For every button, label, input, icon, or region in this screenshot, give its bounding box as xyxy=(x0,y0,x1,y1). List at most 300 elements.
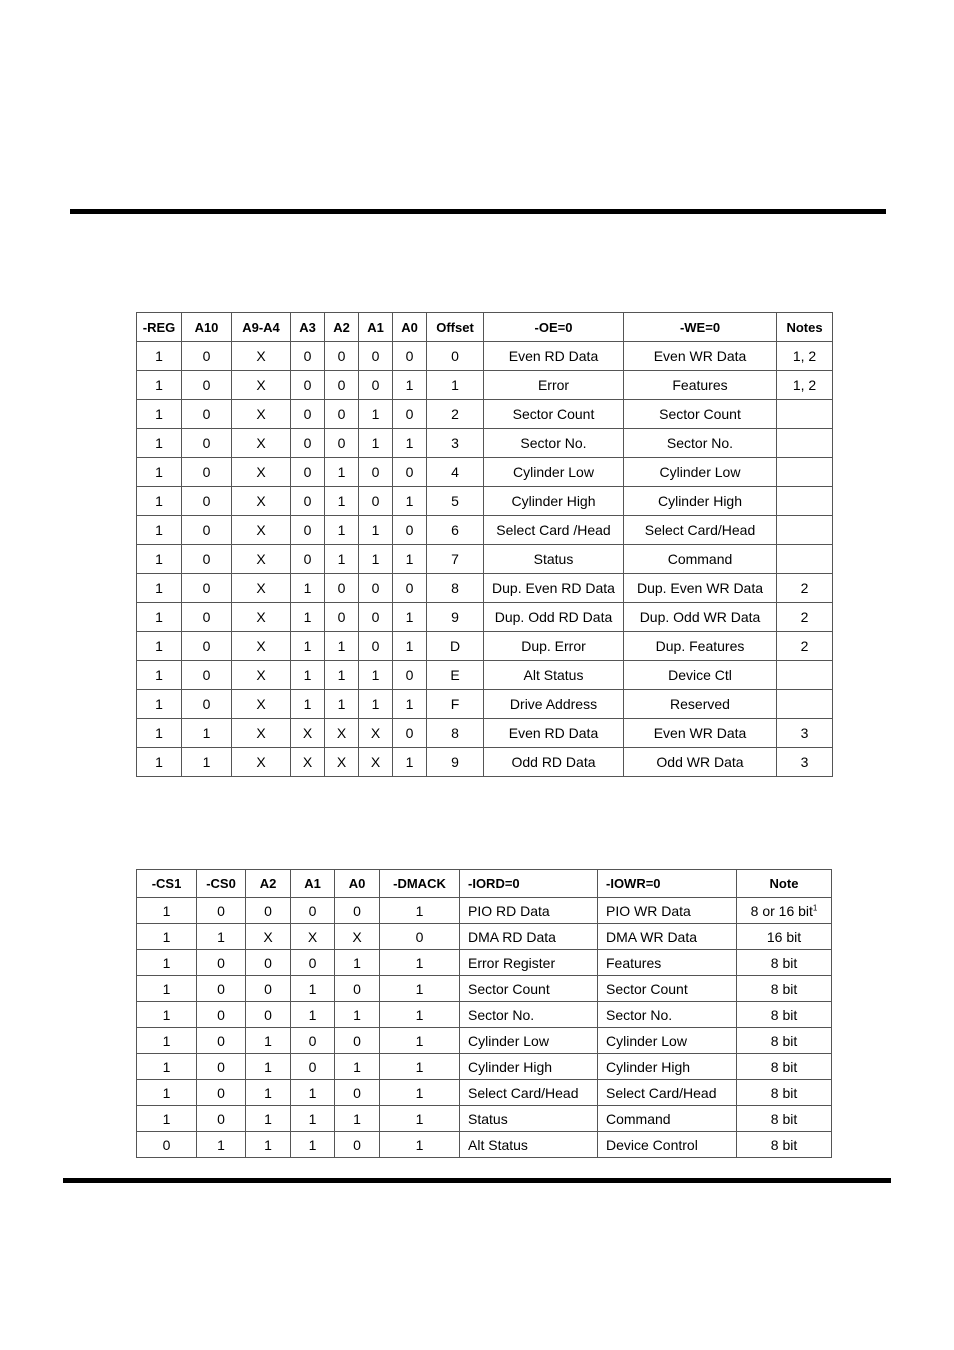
table-cell: Odd WR Data xyxy=(624,748,777,777)
table-cell: X xyxy=(246,924,291,950)
table-cell: 1 xyxy=(291,603,325,632)
table-cell: 2 xyxy=(777,574,833,603)
table-cell: 1 xyxy=(393,748,427,777)
table-row xyxy=(137,976,832,1002)
table-cell: 0 xyxy=(197,1080,246,1106)
table-cell: X xyxy=(359,748,393,777)
table-cell: 1 xyxy=(137,516,182,545)
table-cell: 0 xyxy=(325,574,359,603)
table-cell: 0 xyxy=(291,400,325,429)
column-header: Note xyxy=(737,870,832,898)
table-cell: 0 xyxy=(359,458,393,487)
table-cell: Odd RD Data xyxy=(484,748,624,777)
table-cell xyxy=(777,545,833,574)
table-row xyxy=(137,371,833,400)
bottom-horizontal-rule xyxy=(63,1178,891,1183)
table-cell: Device Ctl xyxy=(624,661,777,690)
table-cell: 1 xyxy=(246,1028,291,1054)
table-cell: 0 xyxy=(335,1080,380,1106)
column-header: A2 xyxy=(246,870,291,898)
table-cell: 0 xyxy=(393,719,427,748)
table-cell: Sector Count xyxy=(624,400,777,429)
table-row xyxy=(137,516,833,545)
table-cell: X xyxy=(232,487,291,516)
table-cell: Dup. Error xyxy=(484,632,624,661)
table-cell: 1 xyxy=(393,429,427,458)
table-cell: 1 xyxy=(393,690,427,719)
table-cell xyxy=(777,690,833,719)
table-cell: 0 xyxy=(182,574,232,603)
table-row xyxy=(137,487,833,516)
table-cell: 1 xyxy=(380,950,460,976)
table-cell: PIO RD Data xyxy=(460,898,598,924)
column-header: Offset xyxy=(427,313,484,342)
table-cell: 1 xyxy=(359,690,393,719)
table-cell: Even WR Data xyxy=(624,719,777,748)
column-header: A1 xyxy=(291,870,335,898)
table-cell: Select Card/Head xyxy=(460,1080,598,1106)
table-cell: 1 xyxy=(393,632,427,661)
table-cell: 1 xyxy=(137,342,182,371)
table-cell: 1 xyxy=(137,690,182,719)
table-cell: 8 xyxy=(427,574,484,603)
table-cell: 0 xyxy=(182,371,232,400)
table-cell: 0 xyxy=(137,1132,197,1158)
table-cell: 1 xyxy=(137,545,182,574)
table-cell: 0 xyxy=(325,371,359,400)
table-cell: Sector Count xyxy=(598,976,737,1002)
column-header: -DMACK xyxy=(380,870,460,898)
table-cell: 0 xyxy=(182,690,232,719)
table-row xyxy=(137,661,833,690)
top-horizontal-rule xyxy=(70,209,886,214)
table-cell: 0 xyxy=(335,898,380,924)
table-cell: 1 xyxy=(137,976,197,1002)
table-cell: Cylinder High xyxy=(484,487,624,516)
table-cell: X xyxy=(232,661,291,690)
table-cell: 0 xyxy=(246,898,291,924)
table-cell: D xyxy=(427,632,484,661)
column-header: -IORD=0 xyxy=(460,870,598,898)
table-cell: 1 xyxy=(137,632,182,661)
table-cell: 7 xyxy=(427,545,484,574)
table-cell: 0 xyxy=(182,632,232,661)
table-cell: 0 xyxy=(182,516,232,545)
table-cell: Cylinder High xyxy=(460,1054,598,1080)
table-cell: 0 xyxy=(197,1028,246,1054)
table-cell: 1 xyxy=(325,632,359,661)
column-header: A10 xyxy=(182,313,232,342)
table-cell: 1 xyxy=(137,429,182,458)
table-cell: 0 xyxy=(359,603,393,632)
table-cell: 1, 2 xyxy=(777,342,833,371)
table-cell: 8 or 16 bit$^1$ xyxy=(737,898,832,924)
table-cell: 1 xyxy=(182,748,232,777)
table-cell: Cylinder Low xyxy=(460,1028,598,1054)
table-cell: Features xyxy=(598,950,737,976)
table-cell: X xyxy=(232,632,291,661)
table-cell: 0 xyxy=(359,574,393,603)
table-cell: X xyxy=(232,603,291,632)
table-row xyxy=(137,924,832,950)
table-cell: 1 xyxy=(359,661,393,690)
table-cell: 0 xyxy=(291,429,325,458)
table-cell: 2 xyxy=(777,603,833,632)
table-cell: 1 xyxy=(137,898,197,924)
table-cell: X xyxy=(232,545,291,574)
table-cell: 0 xyxy=(393,516,427,545)
table-cell: Drive Address xyxy=(484,690,624,719)
table-cell: Status xyxy=(460,1106,598,1132)
table-cell: 1 xyxy=(325,516,359,545)
table-cell: 1 xyxy=(359,400,393,429)
table-cell: Error xyxy=(484,371,624,400)
table-cell: 8 xyxy=(427,719,484,748)
table-row xyxy=(137,1080,832,1106)
table-cell: Dup. Features xyxy=(624,632,777,661)
table-cell: Sector No. xyxy=(598,1002,737,1028)
table-cell: 0 xyxy=(335,1132,380,1158)
table-cell: Command xyxy=(624,545,777,574)
table-cell: PIO WR Data xyxy=(598,898,737,924)
table-cell: 0 xyxy=(335,976,380,1002)
table-cell: Alt Status xyxy=(460,1132,598,1158)
table-cell: 1 xyxy=(137,661,182,690)
table-cell: 0 xyxy=(246,976,291,1002)
table-cell: 1 xyxy=(325,690,359,719)
table-row xyxy=(137,342,833,371)
table-cell: 2 xyxy=(777,632,833,661)
table-cell: 4 xyxy=(427,458,484,487)
table-cell: 1 xyxy=(380,1002,460,1028)
table-cell: 5 xyxy=(427,487,484,516)
table-cell: 1 xyxy=(246,1132,291,1158)
table-cell: X xyxy=(325,748,359,777)
table-cell: 0 xyxy=(393,574,427,603)
table-cell: Error Register xyxy=(460,950,598,976)
table-cell: Cylinder Low xyxy=(484,458,624,487)
table-cell: 1 xyxy=(291,661,325,690)
table-cell: Cylinder Low xyxy=(598,1028,737,1054)
table-cell xyxy=(777,487,833,516)
table-row xyxy=(137,1132,832,1158)
table-cell: 1 xyxy=(325,661,359,690)
table-cell: 8 bit xyxy=(737,1080,832,1106)
table-cell: X xyxy=(291,719,325,748)
table-cell: 1 xyxy=(137,1002,197,1028)
column-header: -OE=0 xyxy=(484,313,624,342)
table-cell: 0 xyxy=(291,1028,335,1054)
table-cell: 1 xyxy=(359,516,393,545)
table-cell: 1 xyxy=(393,603,427,632)
table-cell: 0 xyxy=(427,342,484,371)
table-cell: 1 xyxy=(137,1106,197,1132)
table-cell: 1 xyxy=(137,748,182,777)
table-cell: 1 xyxy=(137,487,182,516)
table-cell: 1 xyxy=(137,719,182,748)
table-cell: Cylinder High xyxy=(598,1054,737,1080)
table-cell: 0 xyxy=(291,371,325,400)
table-cell: 0 xyxy=(246,1002,291,1028)
table-cell: 0 xyxy=(359,632,393,661)
table-cell: 0 xyxy=(182,545,232,574)
table-cell xyxy=(777,429,833,458)
table-cell: 0 xyxy=(325,400,359,429)
table-cell: Dup. Even WR Data xyxy=(624,574,777,603)
table-row xyxy=(137,690,833,719)
table-cell: 1 xyxy=(291,1080,335,1106)
table-cell: Status xyxy=(484,545,624,574)
table-cell: 0 xyxy=(197,1054,246,1080)
table-cell: 1 xyxy=(246,1106,291,1132)
table-row xyxy=(137,603,833,632)
table-header-row xyxy=(137,313,833,342)
table-cell: Cylinder High xyxy=(624,487,777,516)
table-cell: Dup. Even RD Data xyxy=(484,574,624,603)
table-cell: 0 xyxy=(325,603,359,632)
table-cell: Select Card/Head xyxy=(598,1080,737,1106)
table-cell: 0 xyxy=(197,950,246,976)
table-cell: 0 xyxy=(182,400,232,429)
column-header: Notes xyxy=(777,313,833,342)
column-header: -IOWR=0 xyxy=(598,870,737,898)
table-cell: 0 xyxy=(182,603,232,632)
table-cell: Select Card /Head xyxy=(484,516,624,545)
table-row xyxy=(137,400,833,429)
table-cell: 0 xyxy=(182,429,232,458)
table-cell: 0 xyxy=(291,950,335,976)
table-cell: Command xyxy=(598,1106,737,1132)
table-cell: 0 xyxy=(335,1028,380,1054)
table-cell: 1 xyxy=(291,632,325,661)
table-cell: 3 xyxy=(777,719,833,748)
table-cell: 1, 2 xyxy=(777,371,833,400)
table-cell: 1 xyxy=(393,371,427,400)
table-cell: 0 xyxy=(182,487,232,516)
table-cell: 1 xyxy=(137,1054,197,1080)
table-cell: 0 xyxy=(291,342,325,371)
table-cell: 1 xyxy=(291,976,335,1002)
table-cell: 0 xyxy=(380,924,460,950)
table-row xyxy=(137,1002,832,1028)
footnote-mark: 1 xyxy=(812,902,818,912)
table-cell: 1 xyxy=(137,1080,197,1106)
table-cell: X xyxy=(232,516,291,545)
column-header: A0 xyxy=(335,870,380,898)
column-header: -WE=0 xyxy=(624,313,777,342)
column-header: A0 xyxy=(393,313,427,342)
table-cell: 0 xyxy=(325,429,359,458)
table-cell: Cylinder Low xyxy=(624,458,777,487)
table-cell: 0 xyxy=(291,458,325,487)
table-cell: 0 xyxy=(359,371,393,400)
table-cell: 1 xyxy=(335,1106,380,1132)
io-register-table xyxy=(136,869,832,1158)
table-cell: 1 xyxy=(137,1028,197,1054)
table-cell: Even RD Data xyxy=(484,342,624,371)
table-cell: Sector No. xyxy=(484,429,624,458)
table-row xyxy=(137,719,833,748)
table-cell: 8 bit xyxy=(737,1132,832,1158)
table-cell: 1 xyxy=(197,924,246,950)
table-cell: 1 xyxy=(427,371,484,400)
table-cell: X xyxy=(232,690,291,719)
table-cell: 0 xyxy=(393,342,427,371)
table-cell: 1 xyxy=(359,429,393,458)
table-cell: 1 xyxy=(246,1054,291,1080)
table-cell: X xyxy=(232,458,291,487)
table-cell: 1 xyxy=(325,545,359,574)
table-cell: Features xyxy=(624,371,777,400)
table-cell: 0 xyxy=(182,458,232,487)
table-cell: 16 bit xyxy=(737,924,832,950)
table-cell: X xyxy=(232,342,291,371)
table-cell: 1 xyxy=(197,1132,246,1158)
table-cell: 0 xyxy=(246,950,291,976)
table-cell: X xyxy=(232,429,291,458)
table-cell: Even RD Data xyxy=(484,719,624,748)
table-cell: 0 xyxy=(182,342,232,371)
table-cell: 1 xyxy=(380,1028,460,1054)
table-cell: 8 bit xyxy=(737,1028,832,1054)
table-cell: 0 xyxy=(291,545,325,574)
table-cell: 0 xyxy=(359,487,393,516)
table-cell: DMA RD Data xyxy=(460,924,598,950)
table-cell: 0 xyxy=(325,342,359,371)
table-cell: 0 xyxy=(197,1106,246,1132)
table-cell: 2 xyxy=(427,400,484,429)
table-cell: 1 xyxy=(393,487,427,516)
table-cell: Sector Count xyxy=(484,400,624,429)
table-cell: Select Card/Head xyxy=(624,516,777,545)
table-cell: 8 bit xyxy=(737,1054,832,1080)
table-cell: 9 xyxy=(427,748,484,777)
table-cell: 1 xyxy=(291,690,325,719)
column-header: A2 xyxy=(325,313,359,342)
table-cell: DMA WR Data xyxy=(598,924,737,950)
table-cell: Device Control xyxy=(598,1132,737,1158)
table-cell: 1 xyxy=(137,458,182,487)
column-header: A3 xyxy=(291,313,325,342)
table-cell: 1 xyxy=(335,1002,380,1028)
table-cell: X xyxy=(325,719,359,748)
table-cell: 0 xyxy=(393,458,427,487)
table-cell: 3 xyxy=(777,748,833,777)
table-cell: X xyxy=(232,400,291,429)
table-cell: 1 xyxy=(325,487,359,516)
table-cell: 1 xyxy=(335,950,380,976)
table-cell: X xyxy=(291,924,335,950)
table-cell: 1 xyxy=(380,1054,460,1080)
table-cell: 1 xyxy=(137,371,182,400)
table-row xyxy=(137,898,832,924)
table-cell: 1 xyxy=(359,545,393,574)
table-cell: 0 xyxy=(197,1002,246,1028)
table-cell: 0 xyxy=(291,898,335,924)
table-cell: 8 bit xyxy=(737,1002,832,1028)
table-cell: 1 xyxy=(380,1132,460,1158)
table-cell: 0 xyxy=(182,661,232,690)
table-cell: 1 xyxy=(380,1080,460,1106)
table-row xyxy=(137,1054,832,1080)
table-cell: 0 xyxy=(197,976,246,1002)
table-cell: 0 xyxy=(393,661,427,690)
table-cell: 1 xyxy=(380,1106,460,1132)
table-cell: 8 bit xyxy=(737,976,832,1002)
table-cell: Sector No. xyxy=(624,429,777,458)
table-cell: 1 xyxy=(291,574,325,603)
table-cell: X xyxy=(291,748,325,777)
table-row xyxy=(137,429,833,458)
memory-mapped-register-table xyxy=(136,312,833,777)
table-cell: 1 xyxy=(291,1132,335,1158)
column-header: A9-A4 xyxy=(232,313,291,342)
table-cell: 1 xyxy=(335,1054,380,1080)
table-cell: 6 xyxy=(427,516,484,545)
table-cell: 0 xyxy=(197,898,246,924)
table-cell: 1 xyxy=(380,898,460,924)
table-cell: Even WR Data xyxy=(624,342,777,371)
table-cell xyxy=(777,661,833,690)
table-cell: 3 xyxy=(427,429,484,458)
table-cell: 0 xyxy=(291,487,325,516)
table-cell: 1 xyxy=(291,1106,335,1132)
table-cell: 1 xyxy=(137,950,197,976)
table-row xyxy=(137,632,833,661)
column-header: -CS0 xyxy=(197,870,246,898)
table-cell: Dup. Odd RD Data xyxy=(484,603,624,632)
table-cell: 1 xyxy=(291,1002,335,1028)
table-cell: 1 xyxy=(325,458,359,487)
table-cell: 0 xyxy=(291,1054,335,1080)
column-header: -REG xyxy=(137,313,182,342)
table-cell: F xyxy=(427,690,484,719)
column-header: A1 xyxy=(359,313,393,342)
table-cell: Sector Count xyxy=(460,976,598,1002)
table-cell: Dup. Odd WR Data xyxy=(624,603,777,632)
table-cell: 1 xyxy=(182,719,232,748)
table-cell: Alt Status xyxy=(484,661,624,690)
table-cell: 1 xyxy=(137,924,197,950)
table-row xyxy=(137,950,832,976)
table-row xyxy=(137,545,833,574)
table-cell: 1 xyxy=(380,976,460,1002)
table-cell xyxy=(777,458,833,487)
table-cell: 1 xyxy=(246,1080,291,1106)
table-cell: X xyxy=(359,719,393,748)
table-row xyxy=(137,748,833,777)
table-header-row xyxy=(137,870,832,898)
table-cell: E xyxy=(427,661,484,690)
table-cell: 1 xyxy=(137,603,182,632)
table-cell: X xyxy=(232,719,291,748)
table-cell: Sector No. xyxy=(460,1002,598,1028)
table-cell: 8 bit xyxy=(737,1106,832,1132)
table-cell: 0 xyxy=(291,516,325,545)
table-cell: X xyxy=(232,748,291,777)
table-cell: 0 xyxy=(359,342,393,371)
table-cell: X xyxy=(232,371,291,400)
table-row xyxy=(137,1028,832,1054)
column-header: -CS1 xyxy=(137,870,197,898)
table-cell: 9 xyxy=(427,603,484,632)
table-cell: 8 bit xyxy=(737,950,832,976)
table-row xyxy=(137,1106,832,1132)
table-cell: 1 xyxy=(137,574,182,603)
table-cell: Reserved xyxy=(624,690,777,719)
table-cell: 1 xyxy=(393,545,427,574)
table-cell xyxy=(777,516,833,545)
